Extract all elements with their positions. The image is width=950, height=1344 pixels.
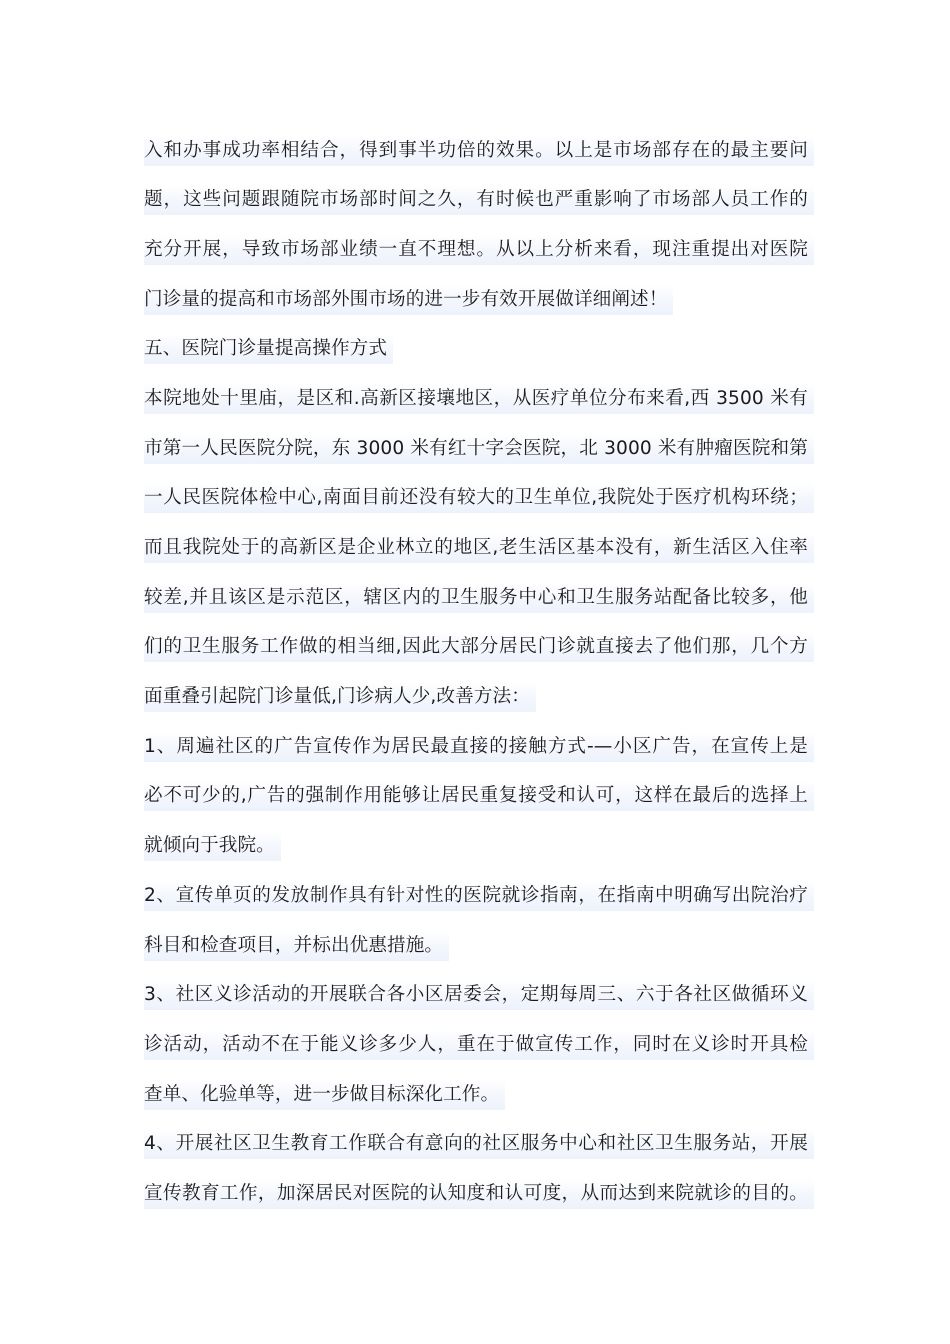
text-line bbox=[144, 573, 814, 623]
text-line-content: 们的卫生服务工作做的相当细,因此大部分居民门诊就直接去了他们那，几个方 bbox=[144, 632, 814, 662]
text-line bbox=[144, 772, 814, 822]
section-heading bbox=[144, 325, 814, 375]
text-line bbox=[144, 374, 814, 424]
text-line bbox=[144, 1020, 814, 1070]
text-line bbox=[144, 474, 814, 524]
text-line-content: 就倾向于我院。 bbox=[144, 831, 281, 861]
section-heading-text: 五、医院门诊量提高操作方式 bbox=[144, 334, 393, 364]
text-line bbox=[144, 623, 814, 673]
text-line bbox=[144, 1070, 814, 1120]
text-line bbox=[144, 673, 814, 723]
text-line-content: 一人民医院体检中心,南面目前还没有较大的卫生单位,我院处于医疗机构环绕； bbox=[144, 483, 814, 513]
text-line-content: 查单、化验单等，进一步做目标深化工作。 bbox=[144, 1080, 505, 1110]
text-line-content: 市第一人民医院分院，东 3000 米有红十字会医院，北 3000 米有肿瘤医院和第 bbox=[144, 434, 814, 464]
text-line bbox=[144, 921, 814, 971]
text-line-content: 充分开展，导致市场部业绩一直不理想。从以上分析来看，现注重提出对医院 bbox=[144, 235, 814, 265]
text-line-content: 1、周遍社区的广告宣传作为居民最直接的接触方式-—小区广告，在宣传上是 bbox=[144, 732, 814, 762]
text-line-content: 题，这些问题跟随院市场部时间之久，有时候也严重影响了市场部人员工作的 bbox=[144, 185, 814, 215]
text-line bbox=[144, 225, 814, 275]
text-line bbox=[144, 1169, 814, 1219]
text-line-content: 4、开展社区卫生教育工作联合有意向的社区服务中心和社区卫生服务站，开展 bbox=[144, 1129, 814, 1159]
text-line bbox=[144, 176, 814, 226]
text-line-content: 入和办事成功率相结合，得到事半功倍的效果。以上是市场部存在的最主要问 bbox=[144, 136, 814, 166]
list-item-line bbox=[144, 722, 814, 772]
text-line-content: 面重叠引起院门诊量低,门诊病人少,改善方法： bbox=[144, 682, 536, 712]
text-line-content: 较差,并且该区是示范区，辖区内的卫生服务中心和卫生服务站配备比较多，他 bbox=[144, 583, 814, 613]
text-line bbox=[144, 524, 814, 574]
text-line-content: 而且我院处于的高新区是企业林立的地区,老生活区基本没有，新生活区入住率 bbox=[144, 533, 814, 563]
text-line bbox=[144, 424, 814, 474]
text-line-content: 宣传教育工作，加深居民对医院的认知度和认可度，从而达到来院就诊的目的。 bbox=[144, 1179, 814, 1209]
text-line-content: 门诊量的提高和市场部外围市场的进一步有效开展做详细阐述！ bbox=[144, 285, 673, 315]
text-line bbox=[144, 126, 814, 176]
text-line bbox=[144, 275, 814, 325]
text-line-content: 3、社区义诊活动的开展联合各小区居委会，定期每周三、六于各社区做循环义 bbox=[144, 980, 814, 1010]
document-body bbox=[144, 126, 814, 1219]
text-line-content: 2、宣传单页的发放制作具有针对性的医院就诊指南，在指南中明确写出院治疗 bbox=[144, 881, 814, 911]
text-line-content: 诊活动，活动不在于能义诊多少人，重在于做宣传工作，同时在义诊时开具检 bbox=[144, 1030, 814, 1060]
text-line-content: 科目和检查项目，并标出优惠措施。 bbox=[144, 931, 449, 961]
text-line-content: 必不可少的,广告的强制作用能够让居民重复接受和认可，这样在最后的选择上 bbox=[144, 781, 814, 811]
text-line bbox=[144, 822, 814, 872]
list-item-line bbox=[144, 1120, 814, 1170]
text-line-content: 本院地处十里庙，是区和.高新区接壤地区，从医疗单位分布来看,西 3500 米有 bbox=[144, 384, 814, 414]
list-item-line bbox=[144, 871, 814, 921]
list-item-line bbox=[144, 971, 814, 1021]
